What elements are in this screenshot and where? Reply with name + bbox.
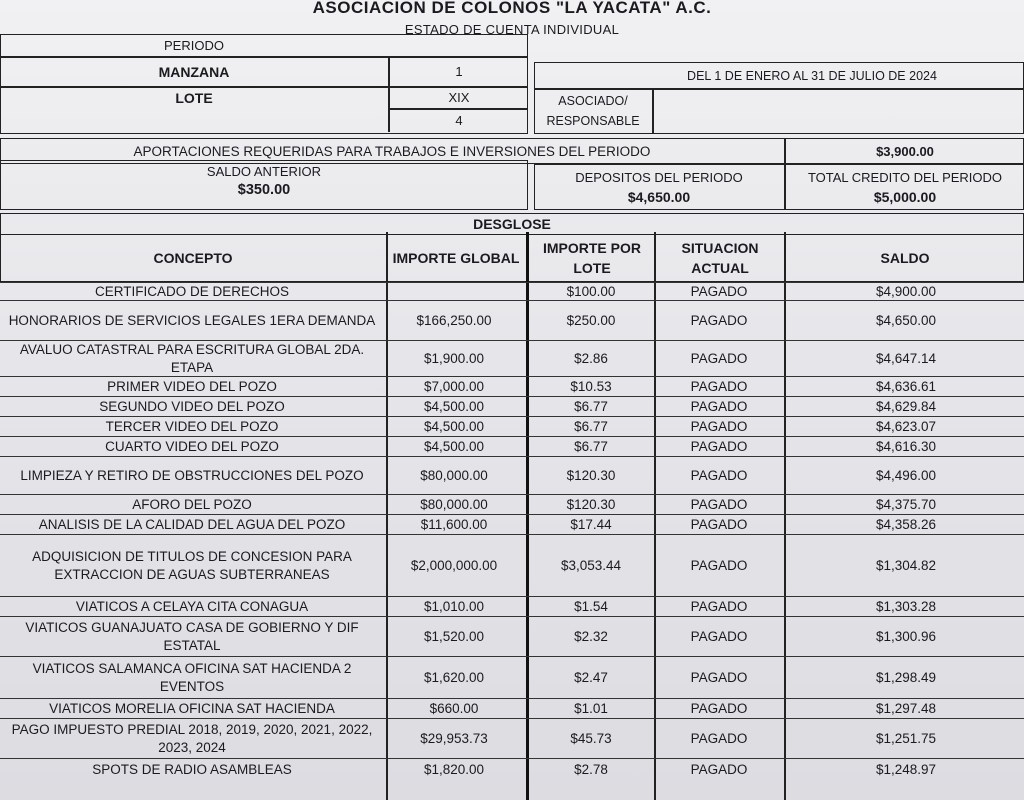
row-importe-global: $1,620.00 xyxy=(423,669,485,685)
manzana-label: MANZANA xyxy=(158,63,230,80)
lote-number-value: 4 xyxy=(455,113,463,128)
lote-value-roman: XIX xyxy=(448,90,470,105)
row-situacion: PAGADO xyxy=(690,398,748,414)
row-importe-lote: $6.77 xyxy=(574,438,608,454)
row-concepto: VIATICOS MORELIA OFICINA SAT HACIENDA xyxy=(49,700,335,716)
row-situacion: PAGADO xyxy=(690,378,748,394)
saldo-anterior-value: $350.00 xyxy=(237,182,291,198)
row-concepto: VIATICOS SALAMANCA OFICINA SAT HACIENDA 2 EVENTOS xyxy=(32,660,352,694)
row-situacion: PAGADO xyxy=(690,669,748,685)
table-row xyxy=(0,534,1024,596)
row-importe-lote: $6.77 xyxy=(574,398,608,414)
row-importe-lote: $1.01 xyxy=(574,700,608,716)
lote-label: LOTE xyxy=(175,89,213,106)
row-importe-global: $1,900.00 xyxy=(423,350,485,366)
row-situacion: PAGADO xyxy=(690,496,748,512)
row-concepto: LIMPIEZA Y RETIRO DE OBSTRUCCIONES DEL POZO xyxy=(20,467,364,483)
row-saldo: $4,496.00 xyxy=(875,467,937,483)
row-importe-lote: $2.32 xyxy=(574,628,608,644)
row-importe-lote: $120.30 xyxy=(566,496,616,512)
row-situacion: PAGADO xyxy=(690,761,748,777)
row-importe-lote: $2.47 xyxy=(574,669,608,685)
row-saldo: $4,623.07 xyxy=(875,418,937,434)
row-concepto: AFORO DEL POZO xyxy=(132,496,252,512)
table-row xyxy=(0,376,1024,396)
row-concepto: AVALUO CATASTRAL PARA ESCRITURA GLOBAL 2DA. ETAPA xyxy=(19,341,365,375)
row-importe-lote: $250.00 xyxy=(566,312,616,328)
row-saldo: $4,636.61 xyxy=(875,378,937,394)
period-range: DEL 1 DE ENERO AL 31 DE JULIO DE 2024 xyxy=(687,68,937,83)
association-title: ASOCIACION DE COLONOS "LA YACATA" A.C. xyxy=(312,0,712,17)
row-concepto: CUARTO VIDEO DEL POZO xyxy=(105,438,279,454)
col-saldo: SALDO xyxy=(880,250,930,266)
row-situacion: PAGADO xyxy=(690,418,748,434)
table-row xyxy=(0,282,1024,300)
aportaciones-value: $3,900.00 xyxy=(876,143,934,159)
manzana-value: 1 xyxy=(455,64,463,79)
row-importe-global: $2,000,000.00 xyxy=(410,557,498,573)
row-importe-global: $1,820.00 xyxy=(423,761,485,777)
row-concepto: ADQUISICION DE TITULOS DE CONCESION PARA EXTRACCION DE AGUAS SUBTERRANEAS xyxy=(32,548,352,582)
row-situacion: PAGADO xyxy=(690,350,748,366)
row-importe-lote: $6.77 xyxy=(574,418,608,434)
row-concepto: HONORARIOS DE SERVICIOS LEGALES 1ERA DEMANDA xyxy=(8,312,376,328)
table-row xyxy=(0,456,1024,494)
row-importe-global: $80,000.00 xyxy=(420,467,488,483)
row-saldo: $4,650.00 xyxy=(875,312,937,328)
saldo-anterior-label: SALDO ANTERIOR xyxy=(206,163,322,179)
row-importe-global: $1,520.00 xyxy=(423,628,485,644)
row-concepto: CERTIFICADO DE DERECHOS xyxy=(94,283,290,299)
row-importe-lote: $17.44 xyxy=(570,516,612,532)
row-situacion: PAGADO xyxy=(690,628,748,644)
row-importe-global: $4,500.00 xyxy=(423,438,485,454)
depositos-label: DEPOSITOS DEL PERIODO xyxy=(575,169,743,185)
table-row xyxy=(0,300,1024,340)
table-row xyxy=(0,758,1024,780)
table-row xyxy=(0,596,1024,616)
row-importe-lote: $3,053.44 xyxy=(560,557,622,573)
row-saldo: $4,375.70 xyxy=(875,496,937,512)
statement-subtitle: ESTADO DE CUENTA INDIVIDUAL xyxy=(404,22,620,37)
row-situacion: PAGADO xyxy=(690,438,748,454)
col-concepto: CONCEPTO xyxy=(153,250,233,266)
row-saldo: $1,251.75 xyxy=(875,730,937,746)
row-saldo: $1,297.48 xyxy=(875,700,937,716)
row-saldo: $4,900.00 xyxy=(875,283,937,299)
table-row xyxy=(0,698,1024,718)
total-credito-value: $5,000.00 xyxy=(873,189,937,205)
asociado-label: ASOCIADO/ RESPONSABLE xyxy=(546,94,640,128)
table-row xyxy=(0,616,1024,656)
row-concepto: SEGUNDO VIDEO DEL POZO xyxy=(99,398,285,414)
row-importe-global: $29,953.73 xyxy=(420,730,488,746)
row-importe-global: $80,000.00 xyxy=(420,496,488,512)
row-concepto: PAGO IMPUESTO PREDIAL 2018, 2019, 2020, 2021, 2022, 2023, 2024 xyxy=(11,721,373,755)
row-concepto: VIATICOS A CELAYA CITA CONAGUA xyxy=(75,598,309,614)
depositos-value: $4,650.00 xyxy=(627,189,691,205)
row-situacion: PAGADO xyxy=(690,283,748,299)
row-importe-global: $11,600.00 xyxy=(420,516,488,532)
row-concepto: VIATICOS GUANAJUATO CASA DE GOBIERNO Y DIF ESTATAL xyxy=(25,619,359,653)
row-situacion: PAGADO xyxy=(690,312,748,328)
row-importe-lote: $2.78 xyxy=(574,761,608,777)
table-row xyxy=(0,436,1024,456)
row-importe-lote: $45.73 xyxy=(570,730,612,746)
row-saldo: $1,298.49 xyxy=(875,669,937,685)
col-situacion: SITUACION ACTUAL xyxy=(681,240,759,276)
row-saldo: $4,616.30 xyxy=(875,438,937,454)
table-row xyxy=(0,416,1024,436)
desglose-title: DESGLOSE xyxy=(473,216,551,232)
row-importe-global xyxy=(386,283,522,300)
row-situacion: PAGADO xyxy=(690,598,748,614)
row-importe-lote: $2.86 xyxy=(574,350,608,366)
row-importe-global: $166,250.00 xyxy=(416,312,492,328)
row-importe-lote: $120.30 xyxy=(566,467,616,483)
row-concepto: ANALISIS DE LA CALIDAD DEL AGUA DEL POZO xyxy=(38,516,346,532)
row-situacion: PAGADO xyxy=(690,516,748,532)
row-concepto: PRIMER VIDEO DEL POZO xyxy=(107,378,277,394)
row-importe-lote: $100.00 xyxy=(566,283,616,299)
row-importe-global: $4,500.00 xyxy=(423,418,485,434)
row-saldo: $4,647.14 xyxy=(875,350,937,366)
row-saldo: $4,629.84 xyxy=(875,398,937,414)
row-concepto: SPOTS DE RADIO ASAMBLEAS xyxy=(92,761,292,777)
col-importe-lote: IMPORTE POR LOTE xyxy=(542,240,641,276)
row-saldo: $1,248.97 xyxy=(875,761,937,777)
periodo-label: PERIODO xyxy=(164,38,224,53)
table-row xyxy=(0,494,1024,514)
table-row xyxy=(0,396,1024,416)
row-saldo: $4,358.26 xyxy=(875,516,937,532)
table-row xyxy=(0,656,1024,698)
row-importe-global: $660.00 xyxy=(429,700,479,716)
row-saldo: $1,304.82 xyxy=(875,557,937,573)
total-credito-label: TOTAL CREDITO DEL PERIODO xyxy=(807,169,1003,185)
row-importe-global: $1,010.00 xyxy=(423,598,485,614)
row-importe-lote: $1.54 xyxy=(574,598,608,614)
row-importe-global: $4,500.00 xyxy=(423,398,485,414)
row-concepto: TERCER VIDEO DEL POZO xyxy=(105,418,279,434)
row-saldo: $1,300.96 xyxy=(875,628,937,644)
table-row xyxy=(0,514,1024,534)
row-saldo: $1,303.28 xyxy=(875,598,937,614)
col-importe-global: IMPORTE GLOBAL xyxy=(392,250,520,266)
row-importe-lote: $10.53 xyxy=(570,378,612,394)
table-row xyxy=(0,718,1024,758)
aportaciones-label: APORTACIONES REQUERIDAS PARA TRABAJOS E INVERSIONES DEL PERIODO xyxy=(133,143,651,159)
row-situacion: PAGADO xyxy=(690,467,748,483)
row-importe-global: $7,000.00 xyxy=(423,378,485,394)
row-situacion: PAGADO xyxy=(690,700,748,716)
table-row xyxy=(0,340,1024,376)
row-situacion: PAGADO xyxy=(690,557,748,573)
row-situacion: PAGADO xyxy=(690,730,748,746)
